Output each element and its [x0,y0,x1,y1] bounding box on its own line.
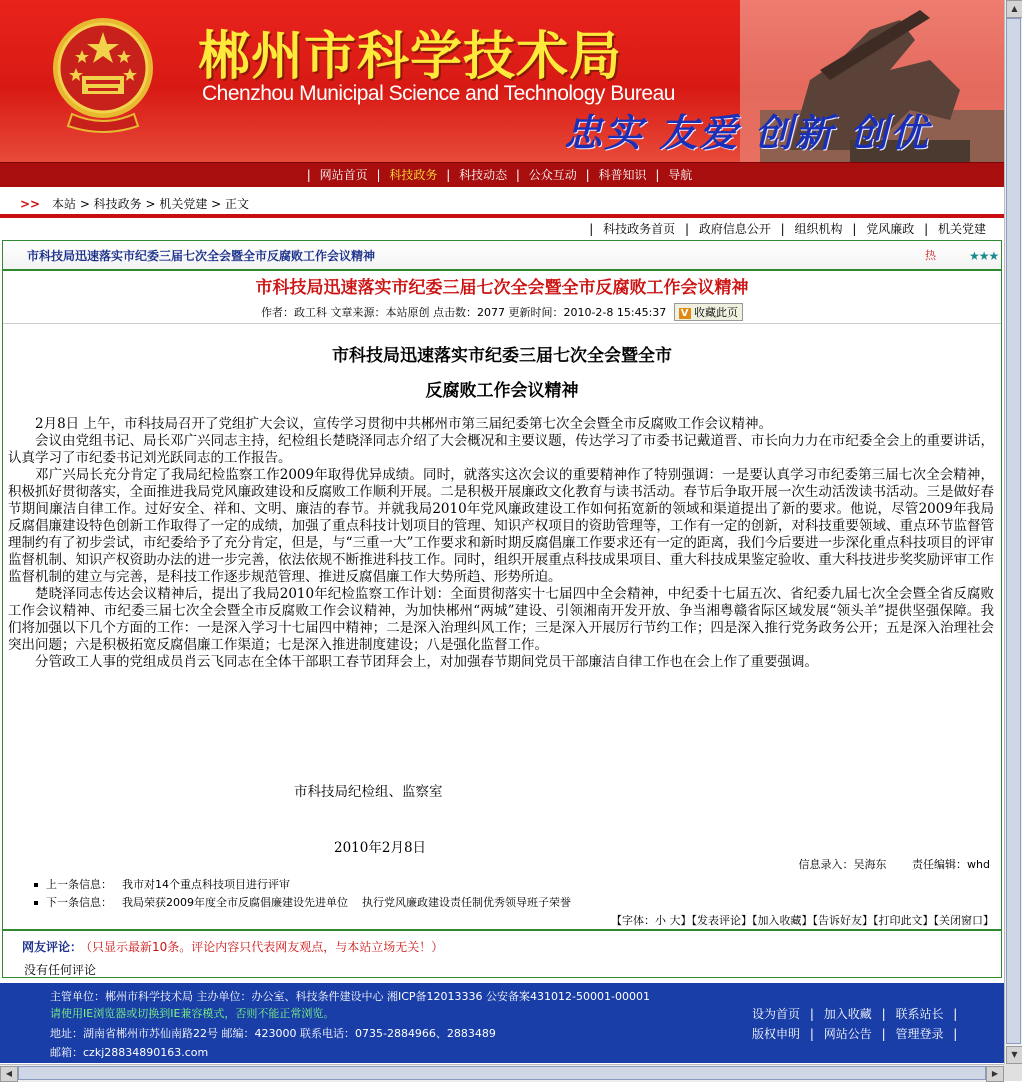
footer-email: 邮箱：czkj28834890163.com [50,1046,209,1059]
next-article-link[interactable]: 我局荣获2009年度全市反腐倡廉建设先进单位 [122,896,348,909]
subnav-item-integrity[interactable]: 党风廉政 [866,222,915,236]
bookmark-button[interactable] [674,303,743,321]
article-title: 市科技局迅速落实市纪委三届七次全会暨全市反腐败工作会议精神 [255,278,749,298]
divider [0,214,1004,218]
scroll-up-arrow-icon[interactable]: ▲ [1006,0,1022,18]
set-homepage-link[interactable]: 设为首页 [752,1007,801,1021]
body-title-line-2: 反腐败工作会议精神 [425,381,579,401]
prev-label: 上一条信息： [46,878,112,891]
comments-empty: 没有任何评论 [24,963,97,977]
article-body [8,416,994,671]
next-article [34,894,571,910]
copyright-link[interactable]: 版权申明 [752,1027,801,1041]
prev-article [34,876,290,892]
article-paragraph: 会议由党组书记、局长邓广兴同志主持，纪检组长楚晓泽同志介绍了大会概况和主要议题，传达学习了市委书记戴道晋、市长向力力在市纪委全会上的重要讲话，认真学习了市纪委书记刘光跃同志的工作报告。 [8,433,994,466]
bookmark-icon: V [680,308,689,319]
announcement-link[interactable]: 网站公告 [823,1027,872,1041]
banner-slogan: 忠实 友爱 创新 创优 [564,111,930,155]
nav-item-science[interactable]: 科普知识 [598,168,647,182]
footer-links-row-1: 设为首页 | 加入收藏 | 联系站长 | [752,1007,958,1021]
scroll-right-arrow-icon[interactable]: ▶ [986,1066,1004,1082]
article-tools-links[interactable]: 【字体：小 大】【发表评论】【加入收藏】【告诉好友】【打印此文】【关闭窗口】 [611,914,994,927]
subnav-item-party[interactable]: 机关党建 [937,222,986,236]
article-date: 2010年2月8日 [334,840,427,856]
vertical-scroll-thumb[interactable] [1006,18,1021,1044]
nav-item-interaction[interactable]: 公众互动 [528,168,577,182]
comments-label: 网友评论： [22,940,83,954]
article-paragraph: 楚晓泽同志传达会议精神后，提出了我局2010年纪检监察工作计划：全面贯彻落实十七届四中全会精神，中纪委十七届五次、省纪委九届七次全会暨全省反腐败工作会议精神、市纪委三届七次全会暨全市反腐败工作会议精神，为加快郴州“两城”建设、引领湘南开发开放、争当湘粤赣省际区域发展“领头羊”提供坚强保障。我们将加强以下几个方面的工作：一是深入学习十七届四中精神；二是深入治理纠风工作；三是深入开展厉行节约工作；四是深入推行党务政务公开；五是深入治理社会突出问题；六是积极拓宽反腐倡廉工作渠道；七是深入推进制度建设；八是强化监督工作。 [8,586,994,653]
sub-nav: | 科技政务首页 | 政府信息公开 | 组织机构 | 党风廉政 | 机关党建 [589,222,986,236]
hot-badge: 热 [925,249,936,262]
nav-item-news[interactable]: 科技动态 [459,168,508,182]
article-paragraph: 邓广兴局长充分肯定了我局纪检监察工作2009年取得优异成绩。同时，就落实这次会议的重要精神作了特别强调：一是要认真学习市纪委第三届七次全会精神，积极抓好贯彻落实，全面推进我局党风廉政建设和反腐败工作顺利开展。二是积极开展廉政文化教育与读书活动。春节后争取开展一次生动活泼读书活动。三是做好春节期间廉洁自律工作。过好安全、祥和、文明、廉洁的春节。并就我局2010年党风廉政建设工作如何拓宽新的领域和渠道提出了新的要求。他说，尽管2009年我局反腐倡廉建设特色创新工作取得了一定的成绩，加强了重点科技计划项目的管理、知识产权项目的资助管理等，工作有一定的创新，对科技重要领域、重点环节监督管理制约有了初步尝试，市纪委给予了充分肯定，但是，与“三重一大”工作要求和新时期反腐倡廉工作要求还有一定的距离，我们今后要进一步深化重点科技项目的评审监督机制、知识产权资助办法的进一步完善，依法依规不断推进科技工作。同时，组织开展重点科技成果项目、重大科技成果鉴定验收、重大科技进步奖奖励评审工作监督机制的建立与完善，是科技工作逐步规范管理、推进反腐倡廉工作大势所趋、形势所迫。 [8,467,994,585]
site-footer [0,983,1004,1063]
bullet-icon [34,883,38,887]
next-article-link-2[interactable]: 执行党风廉政建设责任制优秀领导班子荣誉 [362,896,571,909]
comments-header [22,938,443,955]
body-title-line-1: 市科技局迅速落实市纪委三届七次全会暨全市 [332,346,672,366]
nav-item-home[interactable]: 网站首页 [319,168,368,182]
main-nav: | 网站首页 | 科技政务 | 科技动态 | 公众互动 | 科普知识 | 导航 [0,162,1004,187]
site-title-cn: 郴州市科学技术局 [198,27,623,87]
add-favorite-link[interactable]: 加入收藏 [823,1007,872,1021]
responsible-editor: 责任编辑：whd [912,858,990,871]
subnav-item-info-open[interactable]: 政府信息公开 [698,222,771,236]
article-paragraph: 分管政工人事的党组成员肖云飞同志在全体干部职工春节团拜会上，对加强春节期间党员干部廉洁自律工作也在会上作了重要强调。 [35,654,818,670]
site-banner [0,0,1004,162]
article-meta [3,303,1001,321]
article-tools [611,912,994,928]
scroll-left-arrow-icon[interactable]: ◀ [0,1066,18,1082]
admin-login-link[interactable]: 管理登录 [895,1027,944,1041]
divider [2,929,1002,931]
next-label: 下一条信息： [46,896,112,909]
article-meta-text: 作者：政工科 文章来源：本站原创 点击数：2077 更新时间：2010-2-8 15:45:37 [260,306,667,319]
footer-links-row-2: 版权申明 | 网站公告 | 管理登录 | [752,1027,958,1041]
article-signature: 市科技局纪检组、监察室 [294,784,443,800]
subnav-item-organization[interactable]: 组织机构 [794,222,843,236]
divider [3,323,1001,324]
bookmark-label: 收藏此页 [694,306,739,319]
horizontal-scrollbar[interactable] [0,1064,1004,1082]
footer-browser-note: 请使用IE浏览器或切换到IE兼容模式，否则不能正常浏览。 [50,1007,335,1020]
footer-sponsor: 主管单位：郴州市科学技术局 主办单位：办公室、科技条件建设中心 湘ICP备12013336 公安备案431012-50001-00001 [50,990,650,1003]
national-emblem-icon [52,10,154,136]
article-header-title: 市科技局迅速落实市纪委三届七次全会暨全市反腐败工作会议精神 [27,249,376,263]
nav-item-affairs[interactable]: 科技政务 [389,168,438,182]
bullet-icon [34,901,38,905]
article-editors [777,856,990,872]
comments-note: （只显示最新10条。评论内容只代表网友观点，与本站立场无关！） [86,940,444,954]
scrollbar-corner [1004,1064,1022,1081]
horizontal-scroll-thumb[interactable] [18,1066,986,1080]
article-header-row [3,241,1001,271]
breadcrumb-arrows-icon: >> [20,197,41,211]
entry-person: 信息录入：吴海东 [798,858,887,871]
breadcrumb [0,194,1004,214]
prev-article-link[interactable]: 我市对14个重点科技项目进行评审 [122,878,290,891]
contact-admin-link[interactable]: 联系站长 [895,1007,944,1021]
subnav-item-affairs-home[interactable]: 科技政务首页 [603,222,676,236]
nav-item-guide[interactable]: 导航 [668,168,693,182]
scroll-down-arrow-icon[interactable]: ▼ [1006,1046,1022,1064]
breadcrumb-text[interactable]: 本站 > 科技政务 > 机关党建 > 正文 [52,197,250,211]
site-title-en: Chenzhou Municipal Science and Technology Bureau [202,82,675,105]
vertical-scrollbar[interactable] [1004,0,1022,1064]
article-paragraph: 2月8日 上午，市科技局召开了党组扩大会议，宣传学习贯彻中共郴州市第三届纪委第七次全会暨全市反腐败工作会议精神。 [35,416,772,432]
footer-address: 地址：湖南省郴州市苏仙南路22号 邮编：423000 联系电话：0735-2884966、2883489 [50,1027,496,1040]
rating-stars-icon: ★★★ [969,249,999,263]
